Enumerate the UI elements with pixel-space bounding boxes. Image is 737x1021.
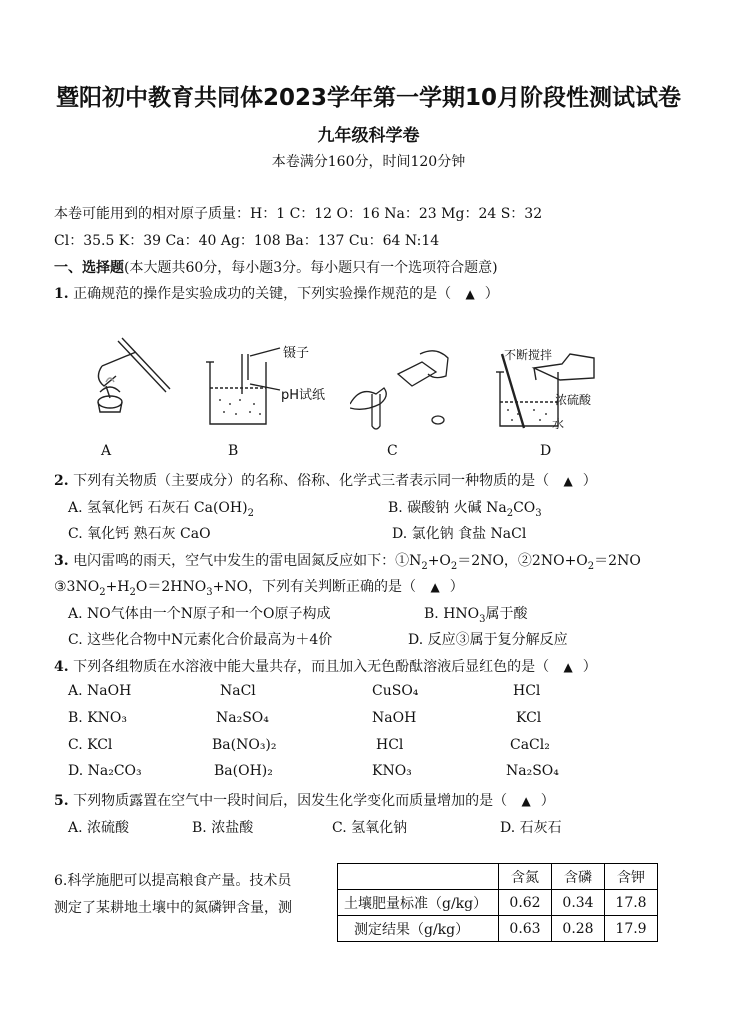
q3-stem-part2: ③3NO bbox=[54, 579, 100, 595]
question-6-line-1: 6.科学施肥可以提高粮食产量。技术员 bbox=[54, 873, 292, 889]
page-title: 暨阳初中教育共同体2023学年第一学期10月阶段性测试试卷 bbox=[55, 85, 682, 111]
question-3-line-1: 3. 电闪雷鸣的雨天，空气中发生的雷电固氮反应如下：$①N_2+O_2=2NO$，$②2NO+O_2=2NO$ bbox=[54, 553, 641, 572]
question-4-number: 4. bbox=[54, 659, 69, 675]
q2-option-b-text: B. 碳酸钠 火碱 Na bbox=[388, 500, 507, 516]
figure-label-a: A bbox=[101, 443, 112, 459]
answer-mark: ▲ bbox=[563, 474, 573, 488]
figure-label-b: B bbox=[228, 443, 239, 459]
table-cell: 0.62 bbox=[499, 890, 552, 916]
q3-option-c: C. 这些化合物中N元素化合价最高为＋4价 bbox=[68, 632, 333, 648]
answer-mark: ▲ bbox=[465, 287, 475, 301]
q4-row-a-col2: NaCl bbox=[220, 683, 256, 699]
q3-stem-part4: O＝2HNO bbox=[135, 579, 207, 595]
question-1 bbox=[54, 283, 499, 303]
figure-label-d: D bbox=[540, 443, 552, 459]
table-row bbox=[338, 890, 658, 916]
q4-row-c-col2: Ba(NO₃)₂ bbox=[212, 737, 277, 753]
q5-option-c: C. 氢氧化钠 bbox=[332, 820, 408, 836]
q4-row-a-col1: A. NaOH bbox=[68, 683, 132, 699]
figure-c-pouring bbox=[350, 346, 460, 432]
answer-mark: ▲ bbox=[521, 794, 531, 808]
question-3-close: ） bbox=[449, 579, 464, 595]
q4-row-c-col1: C. KCl bbox=[68, 737, 113, 753]
q3-stem-part5: +NO，下列有关判断正确的是（ bbox=[212, 579, 417, 595]
question-1-close: ） bbox=[484, 286, 499, 302]
q3-option-b-text: B. HNO bbox=[424, 606, 480, 622]
atomic-mass-line-2: Cl：35.5 K：39 Ca：40 Ag：108 Ba：137 Cu：64 N:14 bbox=[54, 233, 440, 249]
atomic-mass-line-1: 本卷可能用到的相对原子质量：H：1 C：12 O：16 Na：23 Mg：24 S：32 bbox=[54, 206, 543, 222]
table-cell: 0.63 bbox=[499, 916, 552, 942]
q4-row-b-col3: NaOH bbox=[372, 710, 417, 726]
table-cell: 0.28 bbox=[552, 916, 605, 942]
section-heading bbox=[54, 257, 498, 277]
table-header-empty bbox=[338, 864, 499, 890]
q4-row-d-col1: D. Na₂CO₃ bbox=[68, 763, 142, 779]
q2-option-b bbox=[388, 497, 542, 519]
question-5-stem: 下列物质露置在空气中一段时间后，因发生化学变化而质量增加的是（ bbox=[73, 793, 508, 809]
figure-b-tweezers-label: 镊子 bbox=[283, 346, 310, 361]
figure-d-stir-label: 不断搅拌 bbox=[504, 348, 553, 362]
table-row-label: 土壤肥量标准（g/kg） bbox=[338, 890, 499, 916]
q5-option-a: A. 浓硫酸 bbox=[68, 820, 130, 836]
figure-b-ph-paper-label: pH试纸 bbox=[281, 388, 326, 403]
q3-option-d: D. 反应③属于复分解反应 bbox=[408, 632, 568, 648]
question-5-close: ） bbox=[540, 793, 555, 809]
q3-option-b-rest: 属于酸 bbox=[485, 606, 528, 622]
answer-mark: ▲ bbox=[563, 660, 573, 674]
question-2-close: ） bbox=[582, 473, 597, 489]
question-2-stem: 下列有关物质（主要成分）的名称、俗称、化学式三者表示同一种物质的是（ bbox=[73, 473, 550, 489]
table-header-row bbox=[338, 864, 658, 890]
figure-d-acid-label: 浓硫酸 bbox=[555, 393, 592, 407]
figure-label-c: C bbox=[387, 443, 398, 459]
question-5 bbox=[54, 790, 555, 810]
table-cell: 17.9 bbox=[605, 916, 658, 942]
q2-option-a-text: A. 氢氧化钙 石灰石 Ca(OH) bbox=[68, 500, 248, 516]
table-row-label: 测定结果（g/kg） bbox=[338, 916, 499, 942]
figure-a-heating-tube bbox=[88, 336, 174, 418]
page-subtitle: 九年级科学卷 bbox=[317, 126, 420, 146]
question-6-line-2: 测定了某耕地土壤中的氮磷钾含量，测 bbox=[54, 900, 292, 916]
question-2-number: 2. bbox=[54, 473, 69, 489]
q3-eq-part2: ＝2NO，②2NO+O bbox=[457, 553, 588, 569]
exam-note: 本卷满分160分，时间120分钟 bbox=[271, 154, 466, 170]
answer-mark: ▲ bbox=[430, 580, 440, 594]
question-4-stem: 下列各组物质在水溶液中能大量共存，而且加入无色酚酞溶液后显红色的是（ bbox=[73, 659, 550, 675]
question-1-stem: 正确规范的操作是实验成功的关键，下列实验操作规范的是（ bbox=[73, 286, 452, 302]
question-2 bbox=[54, 470, 597, 490]
question-4 bbox=[54, 656, 597, 676]
question-4-close: ） bbox=[582, 659, 597, 675]
q4-row-a-col3: CuSO₄ bbox=[372, 683, 419, 699]
question-3-line-2: $③3NO_2+H_2O=2HNO_3+NO$，下列有关判断正确的是（ ▲ ） bbox=[54, 579, 464, 598]
figure-d-water-label: 水 bbox=[552, 417, 565, 431]
q2-option-b-sub2: 3 bbox=[535, 507, 542, 519]
q3-stem-part1: 电闪雷鸣的雨天，空气中发生的雷电固氮反应如下：①N bbox=[73, 553, 422, 569]
q2-option-c: C. 氧化钙 熟石灰 CaO bbox=[68, 526, 211, 542]
q4-row-b-col1: B. KNO₃ bbox=[68, 710, 127, 726]
table-header-phosphorus: 含磷 bbox=[552, 864, 605, 890]
q4-row-c-col3: HCl bbox=[376, 737, 404, 753]
q2-option-b-mid: CO bbox=[513, 500, 536, 516]
q5-option-d: D. 石灰石 bbox=[500, 820, 562, 836]
fertilizer-table bbox=[337, 863, 658, 942]
q2-option-d: D. 氯化钠 食盐 NaCl bbox=[392, 526, 527, 542]
question-3-number: 3. bbox=[54, 553, 69, 569]
question-5-number: 5. bbox=[54, 793, 69, 809]
table-row bbox=[338, 916, 658, 942]
q3-option-a: A. NO气体由一个N原子和一个O原子构成 bbox=[68, 606, 331, 622]
table-cell: 17.8 bbox=[605, 890, 658, 916]
table-header-potassium: 含钾 bbox=[605, 864, 658, 890]
table-cell: 0.34 bbox=[552, 890, 605, 916]
q4-row-d-col4: Na₂SO₄ bbox=[506, 763, 559, 779]
q4-row-b-col4: KCl bbox=[516, 710, 542, 726]
q4-row-c-col4: CaCl₂ bbox=[510, 737, 550, 753]
question-1-number: 1. bbox=[54, 286, 69, 302]
q4-row-a-col4: HCl bbox=[513, 683, 541, 699]
q2-option-a-sub: 2 bbox=[247, 507, 254, 519]
q3-stem-part3: +H bbox=[105, 579, 130, 595]
q3-eq-part1: +O bbox=[427, 553, 451, 569]
q2-option-a bbox=[68, 497, 254, 519]
q4-row-b-col2: Na₂SO₄ bbox=[216, 710, 269, 726]
q3-option-b: B. $HNO_3$属于酸 bbox=[424, 606, 528, 625]
q3-eq-part3: ＝2NO bbox=[594, 553, 641, 569]
section-heading-rest: (本大题共60分，每小题3分。每小题只有一个选项符合题意) bbox=[124, 260, 498, 276]
q4-row-d-col3: KNO₃ bbox=[372, 763, 412, 779]
table-header-nitrogen: 含氮 bbox=[499, 864, 552, 890]
q4-row-d-col2: Ba(OH)₂ bbox=[214, 763, 273, 779]
q5-option-b: B. 浓盐酸 bbox=[192, 820, 254, 836]
q2-option-b-sub1: 2 bbox=[506, 507, 514, 519]
section-heading-bold: 一、选择题 bbox=[54, 260, 124, 276]
